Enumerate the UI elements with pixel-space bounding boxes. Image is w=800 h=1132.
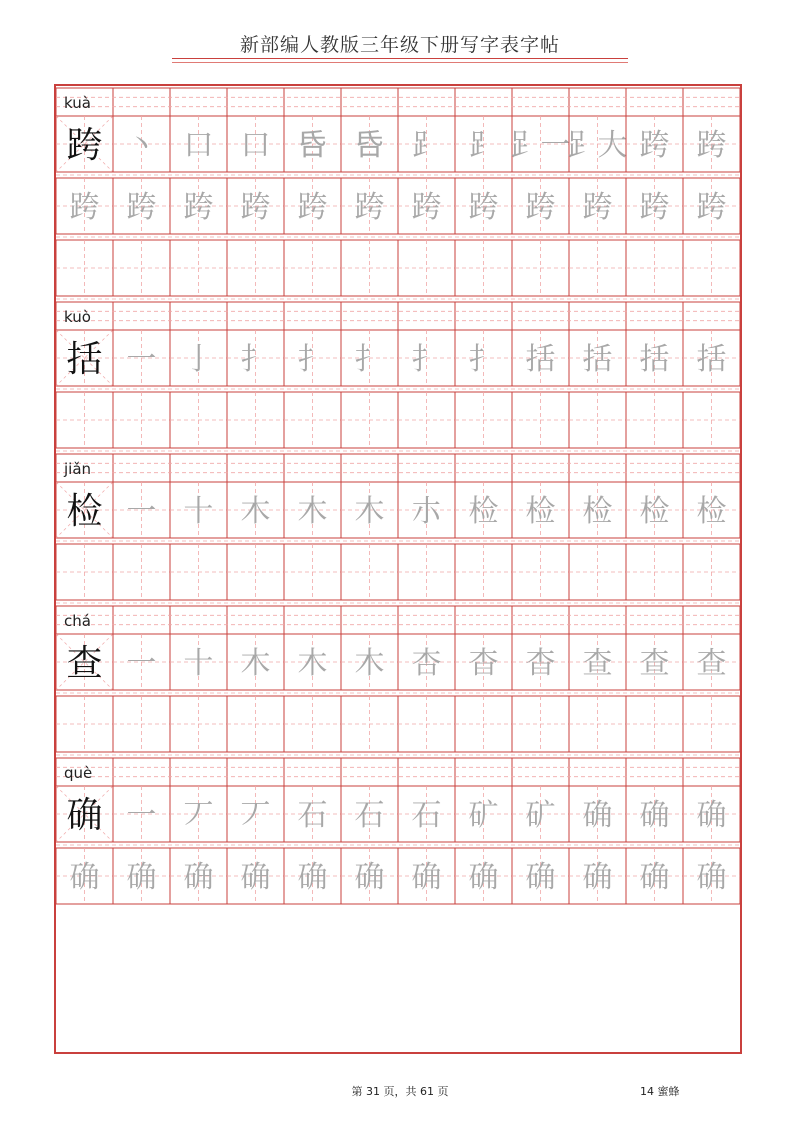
practice-cell (455, 634, 512, 690)
pinyin-band (56, 758, 740, 786)
pinyin-label: chá (64, 612, 91, 630)
stroke-trace: 跨 (639, 127, 670, 163)
stroke-trace: 杳 (525, 645, 556, 681)
practice-cell (683, 482, 740, 538)
practice-cell (341, 634, 398, 690)
model-character: 确 (66, 794, 103, 836)
practice-cell (56, 392, 113, 448)
practice-cell (398, 786, 455, 842)
practice-cell (512, 240, 569, 296)
stroke-trace: 跨 (696, 127, 727, 163)
practice-grid (56, 86, 740, 1052)
practice-cell (683, 240, 740, 296)
practice-cell (56, 330, 113, 386)
stroke-trace: 矿 (525, 797, 556, 833)
stroke-trace: 口 (240, 127, 271, 163)
stroke-trace: 丆 (183, 797, 214, 833)
stroke-trace: 丶 (126, 127, 157, 163)
stroke-trace: 木 (240, 645, 271, 681)
practice-cell (170, 240, 227, 296)
trace-character: 确 (183, 859, 214, 895)
practice-cell (170, 482, 227, 538)
practice-cell (56, 786, 113, 842)
pinyin-band (56, 88, 740, 116)
practice-frame (54, 84, 742, 1054)
practice-cell (455, 392, 512, 448)
trace-character: 跨 (183, 189, 214, 225)
pinyin-band (56, 606, 740, 634)
practice-cell (569, 240, 626, 296)
practice-cell (341, 482, 398, 538)
practice-cell (569, 482, 626, 538)
practice-cell (113, 848, 170, 904)
stroke-trace: 十 (183, 493, 214, 529)
model-character: 查 (66, 642, 103, 684)
stroke-trace: 括 (696, 341, 727, 377)
practice-cell (398, 330, 455, 386)
stroke-trace: 𧾷一 (510, 127, 571, 163)
practice-cell (455, 240, 512, 296)
practice-cell (341, 240, 398, 296)
stroke-trace: 检 (525, 493, 556, 529)
stroke-trace: 十 (183, 645, 214, 681)
practice-cell (626, 544, 683, 600)
practice-cell (569, 848, 626, 904)
stroke-trace: 检 (639, 493, 670, 529)
trace-character: 跨 (525, 189, 556, 225)
practice-cell (341, 786, 398, 842)
stroke-trace: 扌 (468, 341, 499, 377)
trace-character: 跨 (126, 189, 157, 225)
practice-cell (398, 392, 455, 448)
practice-cell (227, 178, 284, 234)
trace-character: 确 (696, 859, 727, 895)
stroke-trace: 括 (639, 341, 670, 377)
trace-character: 确 (126, 859, 157, 895)
stroke-trace: 朩 (411, 493, 442, 529)
practice-cell (341, 116, 398, 172)
practice-cell (569, 786, 626, 842)
practice-cell (683, 848, 740, 904)
practice-cell (170, 116, 227, 172)
trace-character: 跨 (639, 189, 670, 225)
stroke-trace: 一 (126, 797, 157, 833)
stroke-trace: 𠯑 (354, 127, 385, 163)
stroke-trace: 矿 (468, 797, 499, 833)
practice-cell (227, 240, 284, 296)
practice-cell (683, 786, 740, 842)
stroke-trace: 杏 (411, 645, 442, 681)
stroke-trace: 扌 (240, 341, 271, 377)
stroke-trace: 木 (297, 645, 328, 681)
practice-cell (569, 330, 626, 386)
practice-cell (284, 786, 341, 842)
practice-cell (56, 482, 113, 538)
practice-cell (113, 330, 170, 386)
practice-cell (626, 330, 683, 386)
practice-cell (683, 178, 740, 234)
trace-character: 确 (639, 859, 670, 895)
stroke-trace: 石 (297, 797, 328, 833)
practice-cell (626, 240, 683, 296)
stroke-trace: 检 (468, 493, 499, 529)
practice-cell (569, 178, 626, 234)
practice-cell (113, 178, 170, 234)
trace-character: 跨 (69, 189, 100, 225)
stroke-trace: 𠯑 (297, 127, 328, 163)
practice-cell (227, 482, 284, 538)
practice-cell (512, 392, 569, 448)
trace-character: 跨 (240, 189, 271, 225)
practice-cell (455, 178, 512, 234)
stroke-trace: 检 (582, 493, 613, 529)
practice-cell (626, 634, 683, 690)
stroke-trace: ⻊ (468, 127, 499, 163)
practice-cell (56, 696, 113, 752)
stroke-trace: 杳 (468, 645, 499, 681)
practice-cell (56, 848, 113, 904)
practice-cell (568, 116, 628, 172)
stroke-trace: ⻊ (411, 127, 442, 163)
practice-cell (170, 786, 227, 842)
stroke-trace: 括 (525, 341, 556, 377)
stroke-trace: 木 (240, 493, 271, 529)
title-underline (172, 58, 628, 59)
practice-cell (398, 482, 455, 538)
practice-cell (227, 696, 284, 752)
stroke-trace: 扌 (411, 341, 442, 377)
practice-cell (341, 848, 398, 904)
practice-cell (56, 178, 113, 234)
practice-cell (284, 392, 341, 448)
practice-cell (626, 786, 683, 842)
practice-cell (398, 544, 455, 600)
trace-character: 确 (297, 859, 328, 895)
practice-cell (626, 392, 683, 448)
trace-character: 确 (354, 859, 385, 895)
practice-cell (512, 178, 569, 234)
practice-cell (455, 544, 512, 600)
practice-cell (683, 696, 740, 752)
page-number: 第 31 页，共 61 页 (351, 1085, 449, 1098)
practice-cell (113, 482, 170, 538)
trace-character: 确 (69, 859, 100, 895)
stroke-trace: 确 (696, 797, 727, 833)
practice-cell (113, 544, 170, 600)
practice-cell (170, 848, 227, 904)
model-character: 检 (66, 490, 103, 532)
practice-cell (227, 634, 284, 690)
practice-cell (284, 116, 341, 172)
practice-cell (170, 696, 227, 752)
practice-cell (284, 848, 341, 904)
practice-cell (284, 240, 341, 296)
practice-cell (512, 786, 569, 842)
practice-cell (512, 544, 569, 600)
practice-cell (398, 116, 455, 172)
stroke-trace: 一 (126, 645, 157, 681)
stroke-trace: 一 (126, 341, 157, 377)
practice-cell (512, 634, 569, 690)
practice-cell (113, 786, 170, 842)
practice-cell (56, 634, 113, 690)
practice-cell (512, 330, 569, 386)
practice-cell (170, 634, 227, 690)
practice-cell (56, 544, 113, 600)
practice-cell (455, 786, 512, 842)
practice-cell (56, 116, 113, 172)
trace-character: 跨 (354, 189, 385, 225)
practice-cell (227, 544, 284, 600)
pinyin-label: kuà (64, 94, 91, 112)
practice-cell (113, 116, 170, 172)
practice-cell (626, 482, 683, 538)
practice-cell (284, 696, 341, 752)
practice-cell (626, 116, 683, 172)
practice-cell (512, 848, 569, 904)
stroke-trace: 一 (126, 493, 157, 529)
stroke-trace: 木 (297, 493, 328, 529)
stroke-trace: 𧾷大 (567, 127, 628, 163)
practice-cell (227, 116, 284, 172)
practice-cell (170, 178, 227, 234)
practice-cell (512, 696, 569, 752)
practice-cell (56, 240, 113, 296)
stroke-trace: 扌 (354, 341, 385, 377)
model-character: 括 (66, 338, 103, 380)
stroke-trace: 丆 (240, 797, 271, 833)
trace-character: 确 (525, 859, 556, 895)
pinyin-label: kuò (64, 308, 91, 326)
practice-cell (683, 544, 740, 600)
practice-cell (455, 696, 512, 752)
practice-cell (569, 696, 626, 752)
practice-cell (512, 482, 569, 538)
stroke-trace: 口 (183, 127, 214, 163)
trace-character: 跨 (582, 189, 613, 225)
stroke-trace: 石 (411, 797, 442, 833)
trace-character: 跨 (468, 189, 499, 225)
practice-cell (683, 392, 740, 448)
practice-cell (170, 544, 227, 600)
practice-cell (227, 392, 284, 448)
pinyin-band (56, 454, 740, 482)
pinyin-label: què (64, 764, 93, 782)
practice-cell (227, 786, 284, 842)
practice-cell (455, 848, 512, 904)
pinyin-label: jiǎn (64, 460, 92, 478)
practice-cell (341, 696, 398, 752)
trace-character: 跨 (696, 189, 727, 225)
practice-cell (284, 330, 341, 386)
practice-cell (455, 482, 512, 538)
practice-cell (227, 848, 284, 904)
trace-character: 确 (411, 859, 442, 895)
practice-cell (113, 634, 170, 690)
practice-cell (626, 178, 683, 234)
practice-cell (227, 330, 284, 386)
practice-cell (398, 240, 455, 296)
practice-cell (626, 696, 683, 752)
practice-cell (284, 178, 341, 234)
practice-cell (398, 178, 455, 234)
practice-cell (341, 544, 398, 600)
stroke-trace: 确 (639, 797, 670, 833)
stroke-trace: 石 (354, 797, 385, 833)
practice-cell (170, 330, 227, 386)
practice-cell (626, 848, 683, 904)
stroke-trace: 扌 (297, 341, 328, 377)
stroke-trace: 检 (696, 493, 727, 529)
practice-cell (398, 696, 455, 752)
stroke-trace: 确 (582, 797, 613, 833)
trace-character: 跨 (297, 189, 328, 225)
practice-cell (511, 116, 571, 172)
stroke-trace: 括 (582, 341, 613, 377)
stroke-trace: 亅 (183, 341, 214, 377)
stroke-trace: 查 (582, 645, 613, 681)
practice-cell (113, 240, 170, 296)
practice-cell (455, 116, 512, 172)
practice-cell (113, 392, 170, 448)
practice-cell (284, 482, 341, 538)
stroke-trace: 木 (354, 645, 385, 681)
stroke-trace: 查 (639, 645, 670, 681)
page-title: 新部编人教版三年级下册写字表字帖 (239, 34, 560, 56)
practice-cell (284, 544, 341, 600)
practice-cell (341, 330, 398, 386)
trace-character: 确 (240, 859, 271, 895)
trace-character: 确 (468, 859, 499, 895)
title-underline-thin (172, 62, 628, 63)
practice-cell (341, 178, 398, 234)
practice-cell (569, 544, 626, 600)
practice-cell (398, 848, 455, 904)
practice-cell (569, 634, 626, 690)
practice-cell (569, 392, 626, 448)
model-character: 跨 (66, 124, 103, 166)
practice-cell (170, 392, 227, 448)
pinyin-band (56, 302, 740, 330)
practice-cell (455, 330, 512, 386)
brand-label: 14 蜜蜂 (640, 1085, 680, 1098)
practice-cell (341, 392, 398, 448)
practice-cell (284, 634, 341, 690)
trace-character: 确 (582, 859, 613, 895)
practice-cell (683, 634, 740, 690)
practice-cell (398, 634, 455, 690)
practice-cell (683, 116, 740, 172)
practice-cell (113, 696, 170, 752)
practice-cell (683, 330, 740, 386)
trace-character: 跨 (411, 189, 442, 225)
stroke-trace: 木 (354, 493, 385, 529)
stroke-trace: 查 (696, 645, 727, 681)
